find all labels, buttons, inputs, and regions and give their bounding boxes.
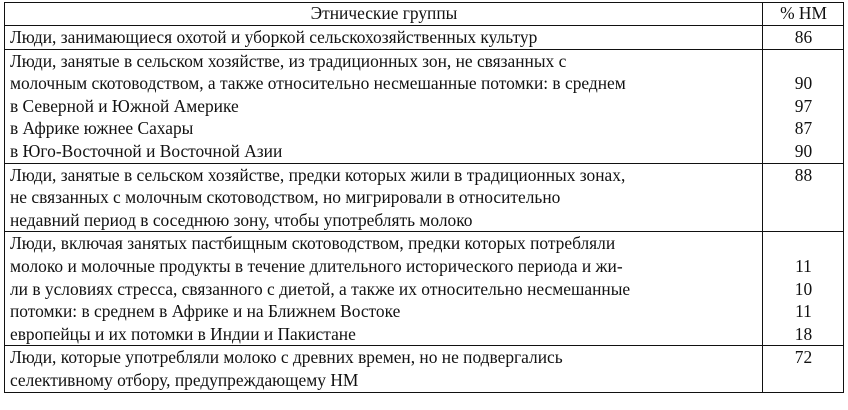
header-ethnic-groups: Этнические группы xyxy=(5,3,763,26)
group-line: молочным скотоводством, а также относительно несмешанные потомки: в среднем xyxy=(10,73,626,94)
value-line xyxy=(768,232,839,255)
group-line: в Северной и Южной Америке xyxy=(10,95,239,116)
group-line: молоко и молочные продукты в течение длительного исторического периода и жи- xyxy=(10,255,623,276)
table-header-row xyxy=(5,3,844,26)
value-cell xyxy=(763,26,844,50)
value-line: 11 xyxy=(795,255,812,276)
group-line: в Африке южнее Сахары xyxy=(10,118,194,139)
value-cell xyxy=(763,163,844,232)
header-percent-nm: % НМ xyxy=(763,3,844,26)
value-line: 86 xyxy=(794,27,813,47)
group-line: Люди, занятые в сельском хозяйстве, предки которых жили в традиционных зонах, xyxy=(10,164,626,185)
table-row xyxy=(5,49,844,163)
group-line: Люди, которые употребляли молоко с древних времен, но не подвергались xyxy=(10,347,563,368)
value-line: 72 xyxy=(794,347,813,368)
value-line: 88 xyxy=(794,164,813,185)
group-line: ли в условиях стресса, связанного с диетой, а также их относительно несмешанные xyxy=(10,278,631,299)
group-cell xyxy=(5,49,763,163)
group-line: Люди, занимающиеся охотой и уборкой сельскохозяйственных культур xyxy=(10,27,538,47)
group-cell xyxy=(5,163,763,232)
group-cell xyxy=(5,232,763,346)
group-line: потомки: в среднем в Африке и на Ближнем Востоке xyxy=(10,301,401,322)
value-line: 10 xyxy=(794,278,813,299)
group-line: недавний период в соседнюю зону, чтобы употреблять молоко xyxy=(10,209,473,230)
group-line: европейцы и их потомки в Индии и Пакистане xyxy=(10,323,356,344)
group-line: селективному отбору, предупреждающему НМ xyxy=(10,369,359,390)
value-line: 97 xyxy=(794,95,813,116)
value-line xyxy=(768,369,839,392)
group-line: не связанных с молочным скотоводством, но мигрировали в относительно xyxy=(10,187,561,208)
group-line: в Юго-Восточной и Восточной Азии xyxy=(10,140,283,161)
group-line: Люди, занятые в сельском хозяйстве, из традиционных зон, не связанных с xyxy=(10,50,567,71)
table-row xyxy=(5,163,844,232)
group-cell xyxy=(5,346,763,392)
value-cell xyxy=(763,49,844,163)
table-row xyxy=(5,26,844,50)
value-line: 18 xyxy=(794,323,813,344)
group-cell xyxy=(5,26,763,50)
ethnic-groups-table xyxy=(4,2,844,393)
value-line xyxy=(768,186,839,209)
value-line xyxy=(768,209,839,232)
table-row xyxy=(5,346,844,392)
document-page xyxy=(4,2,843,393)
value-line: 87 xyxy=(794,118,813,139)
value-line: 90 xyxy=(794,73,813,94)
value-line: 90 xyxy=(794,140,813,161)
value-line xyxy=(768,50,839,73)
value-cell xyxy=(763,232,844,346)
value-cell xyxy=(763,346,844,392)
value-line: 11 xyxy=(795,301,812,322)
table-row xyxy=(5,232,844,346)
group-line: Люди, включая занятых пастбищным скотоводством, предки которых потребляли xyxy=(10,233,616,254)
